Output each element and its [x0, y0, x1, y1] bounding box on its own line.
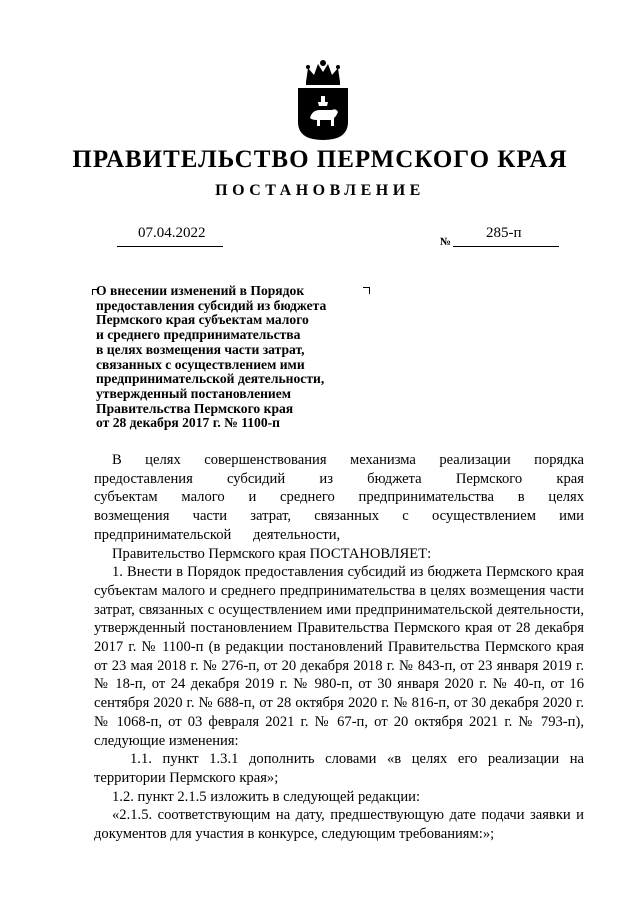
number-sign: №	[440, 236, 452, 248]
document-subject	[96, 284, 366, 431]
resolution-paragraph: Правительство Пермского края ПОСТАНОВЛЯЕТ:	[112, 545, 432, 562]
item-1-paragraph: 1. Внести в Порядок предоставления субсидий из бюджета Пермского края субъектам малого и среднего предпринимательства в целях возмещения части затрат, связанных с осуществлением ими предпринимательской деятельности, утвержденный постановлением Правительства Пермского края от 28 декабря 2017 г. № 1100-п (в редакции постановлений Правительства Пермского края от 23 мая 2018 г. № 276-п, от 20 декабря 2018 г. № 843-п, от 23 января 2019 г. № 18-п, от 24 декабря 2019 г. № 980-п, от 30 января 2020 г. № 40-п, от 16 сентября 2020 г. № 688-п, от 28 октября 2020 г. № 816-п, от 30 декабря 2020 г. № 1068-п, от 03 февраля 2021 г. № 67-п, от 20 октября 2021 г. № 793-п), следующие изменения:	[94, 564, 584, 749]
government-title: ПРАВИТЕЛЬСТВО ПЕРМСКОГО КРАЯ	[72, 146, 568, 173]
item-1-1-paragraph: 1.1. пункт 1.3.1 дополнить словами «в целях его реализации на территории Пермского края»;	[94, 751, 584, 786]
preamble-paragraph: В целях совершенствования механизма реализации порядка предоставления субсидий из бюджета Пермского края субъектам малого и среднего предпринимательства в целях возмещения части затрат, связанных с осуществлением ими предпринимательской деятельности,	[94, 452, 584, 543]
document-number: 285-п	[486, 225, 522, 241]
document-body	[94, 451, 584, 844]
subject-line: предпринимательской деятельности,	[96, 371, 325, 387]
subject-line: и среднего предпринимательства	[96, 327, 301, 343]
subject-line: связанных с осуществлением ими	[96, 356, 305, 372]
number-underline	[453, 246, 559, 247]
date-underline	[117, 246, 223, 247]
subject-line: предоставления субсидий из бюджета	[96, 297, 327, 313]
subject-line: от 28 декабря 2017 г. № 1100-п	[96, 415, 281, 431]
subject-line: О внесении изменений в Порядок	[96, 283, 305, 298]
subject-line: Правительства Пермского края	[96, 400, 294, 416]
subject-line: утвержденный постановлением	[96, 385, 292, 401]
subject-line: в целях возмещения части затрат,	[96, 341, 305, 357]
item-1-2-paragraph: 1.2. пункт 2.1.5 изложить в следующей редакции:	[112, 788, 421, 805]
subject-line: Пермского края субъектам малого	[96, 312, 309, 328]
document-date: 07.04.2022	[138, 225, 206, 241]
item-1-2-text-paragraph: «2.1.5. соответствующим на дату, предшествующую дате подачи заявки и документов для участия в конкурсе, следующим требованиям:»;	[94, 807, 584, 843]
coat-of-arms-icon	[296, 58, 350, 142]
document-type: ПОСТАНОВЛЕНИЕ	[215, 182, 425, 199]
